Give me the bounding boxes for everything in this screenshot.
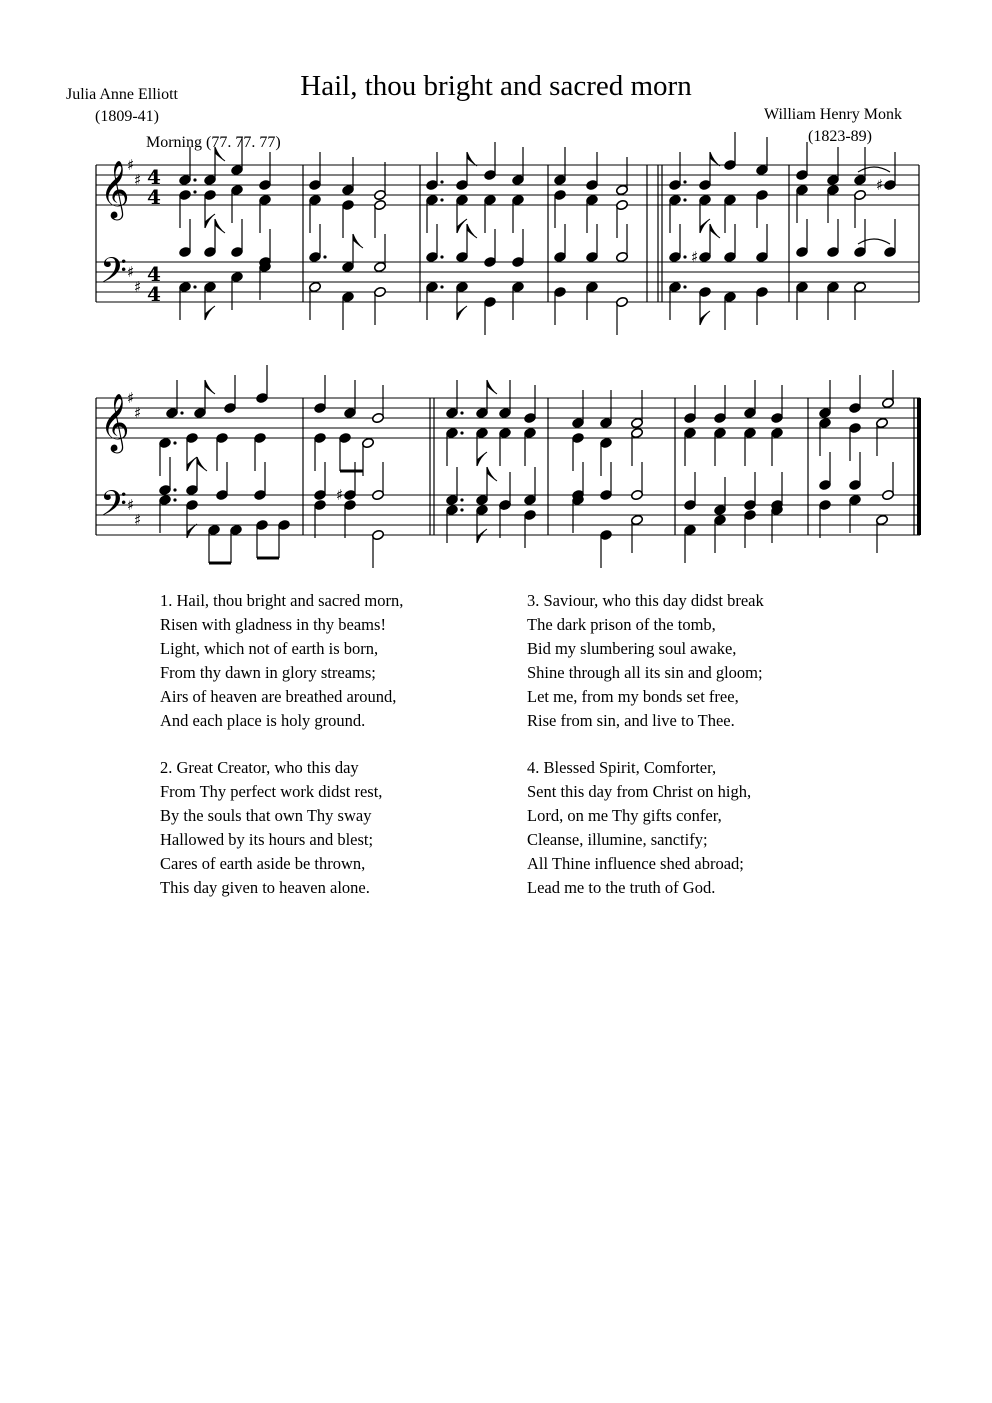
key-signature-sharp: ♯ xyxy=(127,263,135,281)
verse-line: From Thy perfect work didst rest, xyxy=(160,782,383,802)
augmentation-dot xyxy=(460,508,463,511)
augmentation-dot xyxy=(173,498,176,501)
note-flag xyxy=(457,306,467,320)
note-flag xyxy=(487,380,497,394)
augmentation-dot xyxy=(193,285,196,288)
note-flag xyxy=(477,529,487,543)
note-flag xyxy=(353,234,363,248)
augmentation-dot xyxy=(173,441,176,444)
hymn-title: Hail, thou bright and sacred morn xyxy=(300,70,692,102)
verse-1 xyxy=(160,589,403,734)
note-flag xyxy=(205,214,215,228)
music-system-1 xyxy=(0,150,992,330)
augmentation-dot xyxy=(460,411,463,414)
augmentation-dot xyxy=(440,285,443,288)
note-flag xyxy=(487,467,497,481)
key-signature-sharp: ♯ xyxy=(134,404,142,422)
verse-line: Rise from sin, and live to Thee. xyxy=(527,711,735,731)
treble-clef-icon: 𝄞 xyxy=(100,393,130,451)
verse-line: 1. Hail, thou bright and sacred morn, xyxy=(160,591,404,610)
augmentation-dot xyxy=(460,498,463,501)
verse-line: Let me, from my bonds set free, xyxy=(527,687,739,707)
augmentation-dot xyxy=(683,180,686,183)
verse-line: Lord, on me Thy gifts confer, xyxy=(527,806,722,826)
augmentation-dot xyxy=(460,431,463,434)
music-system-2 xyxy=(0,372,992,552)
augmentation-dot xyxy=(440,180,443,183)
note-flag xyxy=(700,219,710,233)
verse-line: The dark prison of the tomb, xyxy=(527,615,716,635)
augmentation-dot xyxy=(323,255,326,258)
key-signature-sharp: ♯ xyxy=(134,171,142,189)
tie-arc xyxy=(858,167,890,172)
note-flag xyxy=(710,224,720,238)
author-name: Julia Anne Elliott xyxy=(66,86,178,103)
key-signature-sharp: ♯ xyxy=(134,511,142,529)
verse-4 xyxy=(527,756,751,901)
verse-line: Bid my slumbering soul awake, xyxy=(527,639,737,659)
note-flag xyxy=(205,380,215,394)
composer-name: William Henry Monk xyxy=(764,106,902,123)
verse-line: From thy dawn in glory streams; xyxy=(160,663,376,683)
tune-name: Morning (77. 77. 77) xyxy=(146,134,281,151)
note-flag xyxy=(467,152,477,166)
verse-2 xyxy=(160,756,382,901)
time-signature-digit: 4 xyxy=(147,282,161,306)
author-dates: (1809-41) xyxy=(95,108,159,125)
bass-clef-icon: 𝄢 xyxy=(100,483,128,532)
note-flag xyxy=(197,457,207,471)
verse-line: And each place is holy ground. xyxy=(160,711,366,731)
note-flag xyxy=(215,219,225,233)
sharp-accidental: ♯ xyxy=(691,248,699,266)
augmentation-dot xyxy=(683,198,686,201)
tie-arc xyxy=(858,239,890,244)
note-flag xyxy=(700,311,710,325)
note-flag xyxy=(467,224,477,238)
augmentation-dot xyxy=(440,198,443,201)
composer-dates: (1823-89) xyxy=(808,128,872,145)
augmentation-dot xyxy=(683,285,686,288)
augmentation-dot xyxy=(193,178,196,181)
key-signature-sharp: ♯ xyxy=(127,496,135,514)
note-flag xyxy=(215,147,225,161)
verse-line: Cleanse, illumine, sanctify; xyxy=(527,830,708,850)
verse-line: By the souls that own Thy sway xyxy=(160,806,372,826)
augmentation-dot xyxy=(683,255,686,258)
time-signature-digit: 4 xyxy=(147,262,161,286)
note-flag xyxy=(187,524,197,538)
note-flag xyxy=(477,452,487,466)
verse-line: 2. Great Creator, who this day xyxy=(160,758,359,777)
augmentation-dot xyxy=(173,488,176,491)
verse-line: 3. Saviour, who this day didst break xyxy=(527,591,764,610)
note-flag xyxy=(205,306,215,320)
verse-line: Sent this day from Christ on high, xyxy=(527,782,752,802)
verse-line: All Thine influence shed abroad; xyxy=(527,854,744,874)
verse-line: Light, which not of earth is born, xyxy=(160,639,379,659)
verse-line: Airs of heaven are breathed around, xyxy=(160,687,397,707)
note-flag xyxy=(187,457,197,471)
verse-line: Risen with gladness in thy beams! xyxy=(160,615,386,635)
treble-clef-icon: 𝄞 xyxy=(100,160,130,218)
augmentation-dot xyxy=(180,411,183,414)
time-signature-digit: 4 xyxy=(147,185,161,209)
sharp-accidental: ♯ xyxy=(336,486,344,504)
time-signature-digit: 4 xyxy=(147,165,161,189)
augmentation-dot xyxy=(440,255,443,258)
augmentation-dot xyxy=(193,190,196,193)
bass-clef-icon: 𝄢 xyxy=(100,250,128,299)
key-signature-sharp: ♯ xyxy=(134,278,142,296)
verse-line: Lead me to the truth of God. xyxy=(527,878,716,898)
key-signature-sharp: ♯ xyxy=(127,156,135,174)
key-signature-sharp: ♯ xyxy=(127,389,135,407)
verse-3 xyxy=(527,589,764,734)
verse-line: 4. Blessed Spirit, Comforter, xyxy=(527,758,717,777)
verse-line: Shine through all its sin and gloom; xyxy=(527,663,763,683)
note-flag xyxy=(457,219,467,233)
verse-line: Cares of earth aside be thrown, xyxy=(160,854,366,874)
verse-line: Hallowed by its hours and blest; xyxy=(160,830,374,850)
note-flag xyxy=(710,152,720,166)
sharp-accidental: ♯ xyxy=(876,176,884,194)
verse-line: This day given to heaven alone. xyxy=(160,878,370,898)
